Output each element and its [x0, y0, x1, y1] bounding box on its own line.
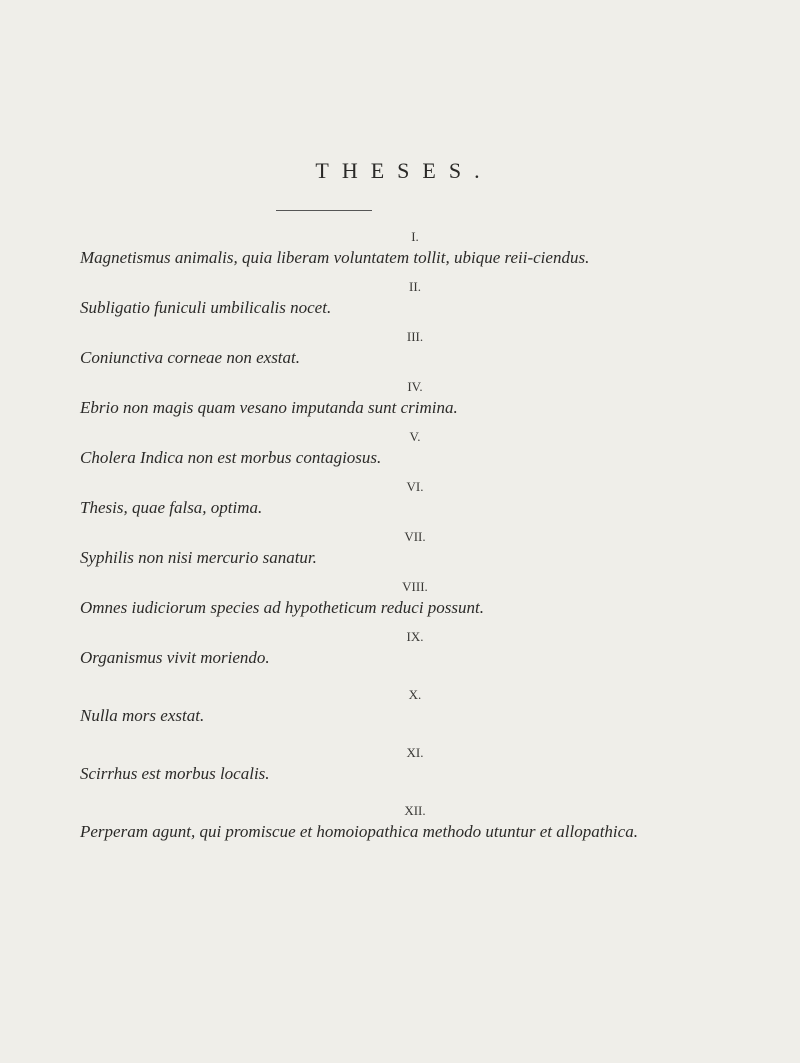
thesis-text: Perperam agunt, qui promiscue et homoiopathica methodo utuntur et allopathica.: [80, 822, 638, 841]
thesis-numeral: I.: [411, 229, 419, 244]
thesis-numeral: XII.: [404, 803, 426, 818]
thesis-5: [60, 426, 760, 468]
thesis-3: [60, 326, 760, 368]
thesis-text: Subligatio funiculi umbilicalis nocet.: [80, 298, 332, 317]
thesis-10: [60, 684, 760, 726]
thesis-7: [60, 526, 760, 568]
thesis-4: [60, 376, 760, 418]
thesis-text: Scirrhus est morbus localis.: [80, 764, 270, 783]
thesis-numeral: X.: [408, 687, 422, 702]
thesis-12: [60, 800, 760, 842]
thesis-text: Nulla mors exstat.: [80, 706, 205, 725]
thesis-text: Thesis, quae falsa, optima.: [80, 498, 263, 517]
page-title: THESES.: [315, 158, 493, 183]
thesis-numeral: IV.: [407, 379, 423, 394]
theses-list: [60, 226, 760, 842]
thesis-text: Magnetismus animalis, quia liberam voluntatem tollit, ubique reii-ciendus.: [80, 248, 590, 267]
thesis-6: [60, 476, 760, 518]
thesis-11: [60, 742, 760, 784]
thesis-text: Syphilis non nisi mercurio sanatur.: [80, 548, 317, 567]
thesis-text: Cholera Indica non est morbus contagiosus.: [80, 448, 382, 467]
thesis-text: Organismus vivit moriendo.: [80, 648, 270, 667]
thesis-9: [60, 626, 760, 668]
thesis-numeral: VIII.: [402, 579, 428, 594]
thesis-2: [60, 276, 760, 318]
thesis-1: [60, 226, 760, 268]
thesis-numeral: VI.: [406, 479, 424, 494]
thesis-text: Omnes iudiciorum species ad hypotheticum reduci possunt.: [80, 598, 484, 617]
thesis-numeral: V.: [409, 429, 421, 444]
thesis-8: [60, 576, 760, 618]
thesis-numeral: IX.: [406, 629, 424, 644]
thesis-numeral: II.: [409, 279, 421, 294]
thesis-numeral: XI.: [406, 745, 424, 760]
title-rule: [276, 210, 372, 211]
thesis-text: Ebrio non magis quam vesano imputanda sunt crimina.: [80, 398, 458, 417]
thesis-numeral: VII.: [404, 529, 426, 544]
thesis-text: Coniunctiva corneae non exstat.: [80, 348, 301, 367]
thesis-numeral: III.: [406, 329, 424, 344]
